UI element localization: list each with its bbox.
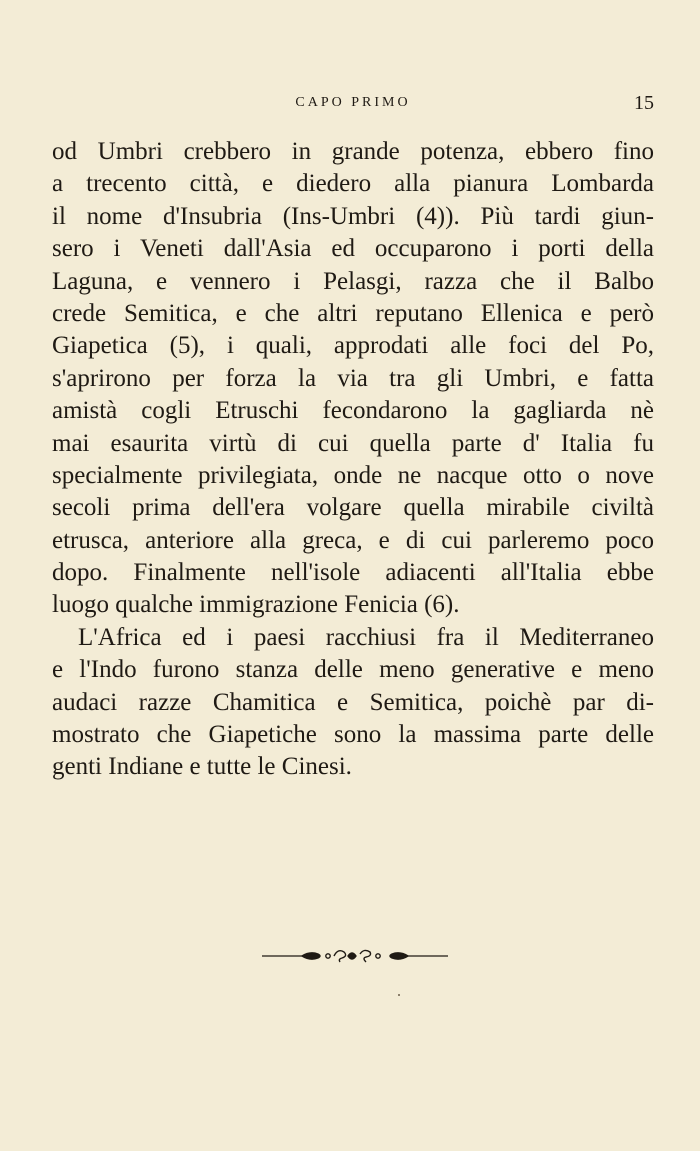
paragraph-2	[52, 622, 654, 784]
ink-speck	[398, 994, 400, 996]
paragraph-1	[52, 136, 654, 622]
text-line: etrusca, anteriore alla greca, e di cui parleremo poco	[52, 526, 654, 554]
text-line: sero i Veneti dall'Asia ed occuparono i porti della	[52, 235, 654, 263]
body-text	[52, 136, 654, 784]
text-line: specialmente privilegiata, onde ne nacque otto o nove	[52, 461, 654, 489]
text-line: amistà cogli Etruschi fecondarono la gagliarda nè	[52, 397, 654, 425]
text-line: il nome d'Insubria (Ins-Umbri (4)). Più tardi giun-	[52, 202, 654, 230]
text-line: s'aprirono per forza la via tra gli Umbri, e fatta	[52, 364, 654, 392]
text-line: secoli prima dell'era volgare quella mirabile civiltà	[52, 494, 654, 522]
text-line: Giapetica (5), i quali, approdati alle foci del Po,	[52, 332, 654, 360]
text-line: mai esaurita virtù di cui quella parte d' Italia fu	[52, 429, 654, 457]
running-title: CAPO PRIMO	[295, 95, 411, 110]
text-line: L'Africa ed i paesi racchiusi fra il Mediterraneo	[78, 623, 654, 651]
running-head	[52, 92, 654, 116]
text-line: Laguna, e vennero i Pelasgi, razza che il Balbo	[52, 267, 654, 295]
text-line: e l'Indo furono stanza delle meno generative e meno	[52, 656, 654, 684]
text-line: crede Semitica, e che altri reputano Ellenica e però	[52, 299, 654, 327]
text-line: a trecento città, e diedero alla pianura Lombarda	[52, 170, 654, 198]
text-line: od Umbri crebbero in grande potenza, ebbero fino	[52, 138, 654, 165]
text-line: audaci razze Chamitica e Semitica, poichè par di-	[52, 688, 654, 716]
text-line: genti Indiane e tutte le Cinesi.	[52, 753, 352, 781]
page-number: 15	[634, 92, 654, 114]
decorative-tailpiece-icon	[262, 944, 448, 968]
text-line: mostrato che Giapetiche sono la massima parte delle	[52, 721, 654, 749]
text-line: luogo qualche immigrazione Fenicia (6).	[52, 591, 460, 619]
text-line: dopo. Finalmente nell'isole adiacenti all'Italia ebbe	[52, 559, 654, 587]
